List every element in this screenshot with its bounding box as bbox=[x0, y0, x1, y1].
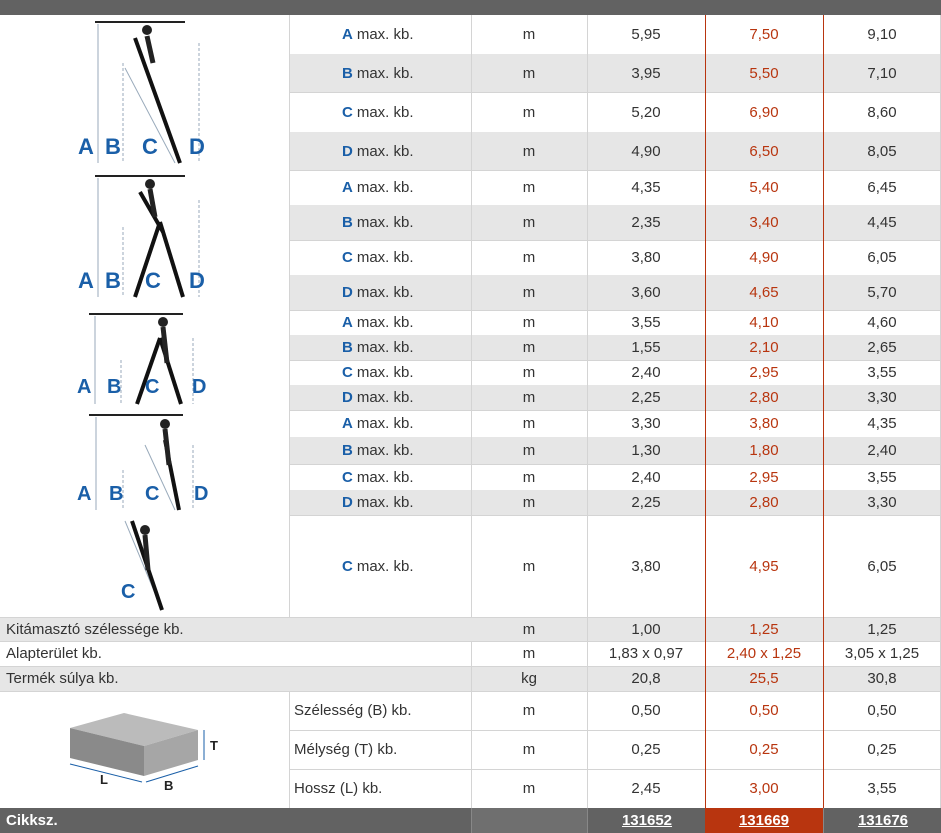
dimension-letter: C bbox=[342, 557, 353, 575]
svg-text:B: B bbox=[107, 376, 122, 398]
article-code-link[interactable]: 131669 bbox=[705, 808, 823, 833]
dimension-letter: A bbox=[342, 314, 353, 331]
unit-cell: m bbox=[522, 339, 536, 356]
dimension-label: max. kb. bbox=[356, 339, 414, 356]
spec-label: Termék súlya kb. bbox=[6, 670, 119, 687]
value-cell-3: 8,05 bbox=[867, 142, 897, 160]
unit-cell: kg bbox=[521, 670, 537, 687]
ladder-diagram-5 bbox=[115, 518, 185, 613]
value-cell-1: 3,30 bbox=[631, 415, 661, 432]
svg-text:D: D bbox=[189, 134, 205, 159]
dimension-label: max. kb. bbox=[356, 364, 414, 381]
value-cell-3: 6,05 bbox=[867, 557, 897, 575]
value-cell-2: 6,90 bbox=[749, 103, 779, 121]
svg-text:A: A bbox=[77, 483, 92, 505]
value-cell-1: 1,55 bbox=[631, 339, 661, 356]
value-cell-2: 6,50 bbox=[749, 142, 779, 160]
svg-text:T: T bbox=[210, 738, 218, 753]
value-cell-1: 3,55 bbox=[631, 314, 661, 331]
svg-text:C: C bbox=[142, 134, 158, 159]
dimension-letter: D bbox=[342, 494, 353, 511]
dimension-label: max. kb. bbox=[356, 468, 414, 486]
svg-text:B: B bbox=[105, 134, 121, 159]
unit-cell: m bbox=[522, 442, 536, 459]
unit-cell: m bbox=[522, 468, 536, 486]
unit-cell: m bbox=[522, 702, 536, 719]
unit-cell: m bbox=[522, 741, 536, 758]
unit-cell: m bbox=[522, 364, 536, 381]
value-cell-3: 4,35 bbox=[867, 415, 897, 432]
value-cell-2: 1,25 bbox=[749, 620, 779, 638]
dimension-letter: C bbox=[342, 249, 353, 266]
dimension-label: max. kb. bbox=[356, 442, 414, 459]
unit-cell: m bbox=[522, 314, 536, 331]
unit-cell: m bbox=[522, 179, 536, 196]
dimension-label: max. kb. bbox=[356, 314, 414, 331]
top-bar bbox=[0, 0, 941, 15]
dimension-label: max. kb. bbox=[356, 415, 414, 432]
value-cell-1: 20,8 bbox=[631, 670, 661, 687]
dimension-letter: C bbox=[342, 103, 353, 121]
value-cell-3: 3,55 bbox=[867, 468, 897, 486]
value-cell-1: 5,20 bbox=[631, 103, 661, 121]
footer-spacer bbox=[471, 808, 588, 833]
dimension-label: max. kb. bbox=[356, 64, 414, 82]
svg-text:B: B bbox=[164, 778, 174, 793]
svg-text:C: C bbox=[145, 483, 160, 505]
svg-text:A: A bbox=[78, 268, 94, 293]
value-cell-1: 4,90 bbox=[631, 142, 661, 160]
value-cell-3: 6,45 bbox=[867, 179, 897, 196]
value-cell-3: 7,10 bbox=[867, 64, 897, 82]
value-cell-1: 3,95 bbox=[631, 64, 661, 82]
value-cell-1: 1,83 x 0,97 bbox=[608, 645, 684, 662]
package-dimension-label: Szélesség (B) kb. bbox=[294, 702, 412, 719]
value-cell-3: 3,55 bbox=[867, 364, 897, 381]
value-cell-1: 2,45 bbox=[631, 780, 661, 797]
column-divider bbox=[471, 641, 472, 808]
unit-cell: m bbox=[522, 26, 536, 43]
height-row-label bbox=[289, 410, 471, 437]
svg-text:C: C bbox=[145, 268, 161, 293]
unit-cell: m bbox=[522, 214, 536, 231]
dimension-label: max. kb. bbox=[356, 26, 414, 43]
column-divider bbox=[289, 691, 290, 808]
value-cell-1: 0,25 bbox=[631, 741, 661, 758]
value-cell-1: 5,95 bbox=[631, 26, 661, 43]
dimension-letter: D bbox=[342, 142, 353, 160]
article-code-link[interactable]: 131676 bbox=[823, 808, 941, 833]
dimension-letter: C bbox=[342, 468, 353, 486]
unit-cell: m bbox=[522, 415, 536, 432]
dimension-label: max. kb. bbox=[356, 249, 414, 266]
article-number-title: Cikksz. bbox=[6, 812, 58, 829]
value-cell-2: 2,40 x 1,25 bbox=[726, 645, 802, 662]
article-code-link[interactable]: 131652 bbox=[587, 808, 706, 833]
height-row-label bbox=[289, 464, 471, 490]
dimension-letter: B bbox=[342, 214, 353, 231]
unit-cell: m bbox=[522, 494, 536, 511]
value-cell-3: 0,50 bbox=[867, 702, 897, 719]
height-row-label bbox=[289, 205, 471, 240]
value-cell-2: 2,80 bbox=[749, 494, 779, 511]
value-cell-2: 2,95 bbox=[749, 364, 779, 381]
spec-label: Alapterület kb. bbox=[6, 645, 102, 662]
height-row-label bbox=[289, 490, 471, 515]
value-cell-3: 3,05 x 1,25 bbox=[844, 645, 920, 662]
value-cell-3: 3,30 bbox=[867, 389, 897, 406]
unit-cell: m bbox=[522, 389, 536, 406]
value-cell-3: 2,65 bbox=[867, 339, 897, 356]
dimension-label: max. kb. bbox=[356, 389, 414, 406]
dimension-label: max. kb. bbox=[356, 179, 414, 196]
svg-text:A: A bbox=[78, 134, 94, 159]
unit-cell: m bbox=[522, 284, 536, 301]
value-cell-2: 0,25 bbox=[749, 741, 779, 758]
unit-cell: m bbox=[522, 103, 536, 121]
value-cell-3: 4,45 bbox=[867, 214, 897, 231]
value-cell-2: 3,00 bbox=[749, 780, 779, 797]
value-cell-2: 7,50 bbox=[749, 26, 779, 43]
unit-cell: m bbox=[522, 645, 536, 662]
value-cell-1: 2,25 bbox=[631, 389, 661, 406]
svg-text:L: L bbox=[100, 772, 108, 787]
highlighted-column bbox=[705, 15, 824, 808]
height-row-label bbox=[289, 437, 471, 464]
dimension-label: max. kb. bbox=[356, 284, 414, 301]
dimension-letter: A bbox=[342, 179, 353, 196]
value-cell-3: 30,8 bbox=[867, 670, 897, 687]
value-cell-1: 4,35 bbox=[631, 179, 661, 196]
svg-text:B: B bbox=[105, 268, 121, 293]
value-cell-1: 1,00 bbox=[631, 620, 661, 638]
unit-cell: m bbox=[522, 142, 536, 160]
height-row-label bbox=[289, 335, 471, 360]
svg-text:D: D bbox=[189, 268, 205, 293]
svg-text:C: C bbox=[121, 581, 136, 603]
value-cell-2: 2,95 bbox=[749, 468, 779, 486]
height-row-label bbox=[289, 240, 471, 275]
value-cell-2: 3,40 bbox=[749, 214, 779, 231]
unit-cell: m bbox=[522, 249, 536, 266]
ladder-diagram-1 bbox=[75, 18, 215, 168]
dimension-letter: A bbox=[342, 26, 353, 43]
dimension-letter: B bbox=[342, 64, 353, 82]
value-cell-2: 4,10 bbox=[749, 314, 779, 331]
value-cell-1: 3,80 bbox=[631, 249, 661, 266]
value-cell-3: 0,25 bbox=[867, 741, 897, 758]
height-row-label bbox=[289, 275, 471, 310]
dimension-letter: B bbox=[342, 442, 353, 459]
value-cell-2: 3,80 bbox=[749, 415, 779, 432]
value-cell-3: 3,55 bbox=[867, 780, 897, 797]
height-row-label bbox=[289, 132, 471, 170]
dimension-letter: A bbox=[342, 415, 353, 432]
unit-cell: m bbox=[522, 64, 536, 82]
dimension-letter: B bbox=[342, 339, 353, 356]
value-cell-2: 5,40 bbox=[749, 179, 779, 196]
dimension-label: max. kb. bbox=[356, 142, 414, 160]
dimension-letter: C bbox=[342, 364, 353, 381]
value-cell-2: 4,65 bbox=[749, 284, 779, 301]
dimension-letter: D bbox=[342, 389, 353, 406]
value-cell-2: 5,50 bbox=[749, 64, 779, 82]
value-cell-1: 2,40 bbox=[631, 468, 661, 486]
value-cell-1: 3,80 bbox=[631, 557, 661, 575]
dimension-label: max. kb. bbox=[356, 494, 414, 511]
height-row-label bbox=[289, 385, 471, 410]
unit-cell: m bbox=[522, 780, 536, 797]
value-cell-2: 25,5 bbox=[749, 670, 779, 687]
ladder-diagram-4 bbox=[75, 410, 215, 515]
height-row-label bbox=[289, 360, 471, 385]
value-cell-2: 2,80 bbox=[749, 389, 779, 406]
svg-text:D: D bbox=[192, 376, 207, 398]
value-cell-3: 1,25 bbox=[867, 620, 897, 638]
value-cell-3: 4,60 bbox=[867, 314, 897, 331]
package-dimension-label: Hossz (L) kb. bbox=[294, 780, 383, 797]
value-cell-1: 2,25 bbox=[631, 494, 661, 511]
value-cell-1: 2,35 bbox=[631, 214, 661, 231]
height-row-label bbox=[289, 92, 471, 132]
package-dimensions-diagram bbox=[64, 708, 224, 798]
height-row-label bbox=[289, 54, 471, 92]
dimension-label: max. kb. bbox=[356, 103, 414, 121]
svg-text:D: D bbox=[194, 483, 209, 505]
height-row-label bbox=[289, 310, 471, 335]
value-cell-2: 0,50 bbox=[749, 702, 779, 719]
height-row-label bbox=[289, 15, 471, 54]
value-cell-2: 4,95 bbox=[749, 557, 779, 575]
unit-cell: m bbox=[522, 557, 536, 575]
value-cell-3: 5,70 bbox=[867, 284, 897, 301]
value-cell-3: 8,60 bbox=[867, 103, 897, 121]
value-cell-1: 3,60 bbox=[631, 284, 661, 301]
svg-text:A: A bbox=[77, 376, 92, 398]
dimension-label: max. kb. bbox=[356, 214, 414, 231]
ladder-diagram-3 bbox=[75, 308, 215, 408]
value-cell-3: 2,40 bbox=[867, 442, 897, 459]
value-cell-1: 2,40 bbox=[631, 364, 661, 381]
value-cell-3: 6,05 bbox=[867, 249, 897, 266]
value-cell-3: 3,30 bbox=[867, 494, 897, 511]
height-row-label bbox=[289, 515, 471, 617]
value-cell-1: 1,30 bbox=[631, 442, 661, 459]
package-dimension-label: Mélység (T) kb. bbox=[294, 741, 398, 758]
ladder-diagram-2 bbox=[75, 172, 215, 302]
value-cell-3: 9,10 bbox=[867, 26, 897, 43]
height-row-label bbox=[289, 170, 471, 205]
value-cell-2: 2,10 bbox=[749, 339, 779, 356]
column-divider bbox=[471, 15, 472, 617]
value-cell-1: 0,50 bbox=[631, 702, 661, 719]
unit-cell: m bbox=[522, 620, 536, 638]
spec-label: Kitámasztó szélessége kb. bbox=[6, 620, 184, 638]
dimension-label: max. kb. bbox=[356, 557, 414, 575]
value-cell-2: 4,90 bbox=[749, 249, 779, 266]
column-divider bbox=[587, 15, 588, 808]
value-cell-2: 1,80 bbox=[749, 442, 779, 459]
dimension-letter: D bbox=[342, 284, 353, 301]
svg-text:B: B bbox=[109, 483, 124, 505]
column-divider bbox=[289, 15, 290, 617]
svg-text:C: C bbox=[145, 376, 160, 398]
